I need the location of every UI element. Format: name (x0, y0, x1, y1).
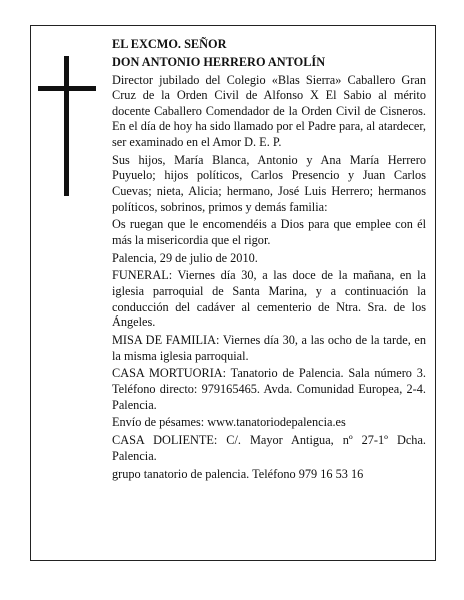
cross-icon-bar (38, 86, 96, 91)
paragraph-funeral: FUNERAL: Viernes día 30, a las doce de la mañana, en la iglesia parroquial de Santa Marina, y a continuación la conducción del cadáver al cementerio de Ntra. Sra. de los Ángeles. (112, 268, 426, 330)
deceased-name: DON ANTONIO HERRERO ANTOLÍN (112, 54, 326, 69)
paragraph-prayer-request: Os ruegan que le encomendéis a Dios para que emplee con él más la misericordia que el rigor. (112, 217, 426, 247)
obituary-text (112, 37, 426, 484)
paragraph-footer: grupo tanatorio de palencia. Teléfono 979 16 53 16 (112, 466, 364, 481)
deceased-honorific: EL EXCMO. SEÑOR (112, 37, 227, 51)
paragraph-family-mass: MISA DE FAMILIA: Viernes día 30, a las ocho de la tarde, en la misma iglesia parroquial. (112, 333, 426, 363)
paragraph-funeral-home: CASA MORTUORIA: Tanatorio de Palencia. Sala número 3. Teléfono directo: 979165465. Avda. Comunidad Europea, 2-4. Palencia. (112, 366, 426, 412)
paragraph-family-home: CASA DOLIENTE: C/. Mayor Antigua, nº 27-1º Dcha. Palencia. (112, 433, 426, 463)
paragraph-date: Palencia, 29 de julio de 2010. (112, 250, 258, 265)
paragraph-family: Sus hijos, María Blanca, Antonio y Ana María Herrero Puyuelo; hijos políticos, Carlos Presencio y Juan Carlos Cuevas; nieta, Alicia; hermano, José Luis Herrero; hermanos políticos, sobrinos, primos y demás familia: (112, 152, 426, 214)
cross-icon (64, 56, 69, 196)
paragraph-biography: Director jubilado del Colegio «Blas Sierra» Caballero Gran Cruz de la Orden Civil de Alfonso X El Sabio al mérito docente Caballero Comendador de la Orden Civil de Cisneros. En el día de hoy ha sido llamado por el Padre para, al atardecer, ser examinado en el Amor D. E. P. (112, 72, 426, 149)
paragraph-condolences: Envío de pésames: www.tanatoriodepalencia.es (112, 415, 346, 430)
